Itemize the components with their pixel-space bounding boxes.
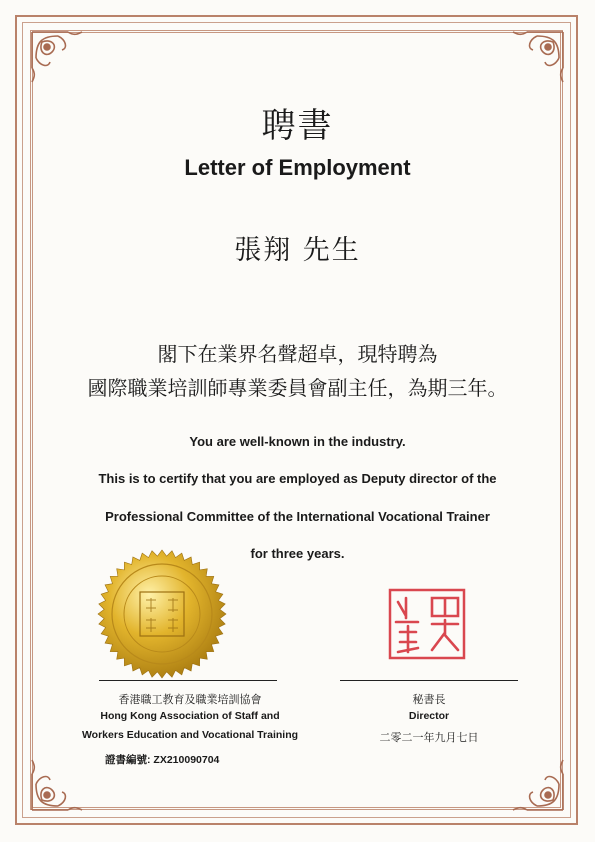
issue-date: 二零二一年九月七日 xyxy=(379,731,479,744)
issuer-name-chinese: 香港職工教育及職業培訓協會 xyxy=(118,693,262,706)
body-english-line-1: You are well-known in the industry. xyxy=(189,434,406,449)
recipient-name: 張翔 先生 xyxy=(234,235,361,266)
body-english-line-4: for three years. xyxy=(250,546,345,561)
body-chinese-line-1: 閣下在業界名聲超卓，現特聘為 xyxy=(157,342,438,366)
signature-line-right xyxy=(340,680,518,681)
red-seal-stamp-icon xyxy=(388,588,466,660)
body-english-line-2: This is to certify that you are employed as Deputy director of the xyxy=(98,471,497,486)
issuer-name-english-line-2: Workers Education and Vocational Training xyxy=(81,729,299,741)
corner-ornament-icon xyxy=(28,744,98,814)
signatory-title-english: Director xyxy=(408,710,450,722)
signature-line-left xyxy=(99,680,277,681)
corner-ornament-icon xyxy=(28,28,98,98)
issuer-name-english-line-1: Hong Kong Association of Staff and xyxy=(100,710,280,722)
title-chinese: 聘書 xyxy=(261,106,334,146)
corner-ornament-icon xyxy=(497,28,567,98)
signatory-title-chinese: 秘書長 xyxy=(412,693,446,706)
body-english-line-3: Professional Committee of the International Vocational Trainer xyxy=(105,509,490,524)
title-english: Letter of Employment xyxy=(184,155,411,180)
gold-seal-icon xyxy=(96,548,228,680)
corner-ornament-icon xyxy=(497,744,567,814)
body-chinese-line-2: 國際職業培訓師專業委員會副主任，為期三年。 xyxy=(87,376,508,400)
certificate-number: 證書編號: ZX210090704 xyxy=(105,754,220,766)
